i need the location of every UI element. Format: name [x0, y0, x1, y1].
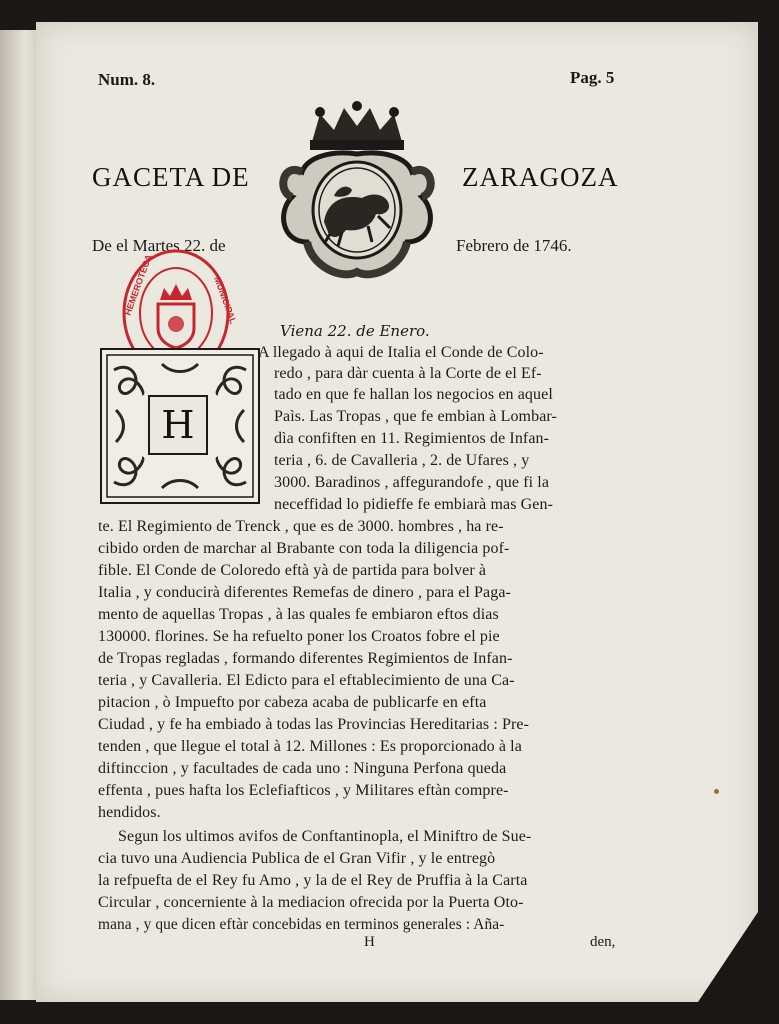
torn-corner	[698, 912, 758, 1002]
drop-cap-letter: H	[148, 395, 208, 455]
article-line: teria , y Cavalleria. El Edicto para el eftablecimiento de una Ca-	[98, 672, 515, 689]
article-line: de Tropas regladas , formando diferentes Regimientos de Infan-	[98, 650, 513, 667]
article-line: fible. El Conde de Coloredo eftà yà de partida para bolver à	[98, 562, 487, 579]
article-line: Segun los ultimos avifos de Conftantinopla, el Miniftro de Sue-	[118, 828, 532, 845]
paper-stain	[714, 789, 719, 794]
article-line: la refpuefta de el Rey fu Amo , y la de el Rey de Pruffia à la Carta	[98, 872, 528, 889]
article-line: Italia , y conducirà diferentes Remefas de dinero , para el Paga-	[98, 584, 511, 601]
article-line: tado en que fe hallan los negocios en aquel	[274, 386, 553, 403]
page-number: Pag. 5	[570, 68, 615, 87]
article-line: Paìs. Las Tropas , que fe embian à Lombar-	[274, 408, 557, 425]
article-line: diftinccion , y facultades de cada uno : Ninguna Perfona queda	[98, 760, 507, 777]
article-line: Circular , concerniente à la mediacion ofrecida por la Puerta Oto-	[98, 894, 524, 911]
article-line: mento de aquellas Tropas , à las quales fe embiaron eftos dias	[98, 606, 499, 623]
article-place-date: Viena 22. de Enero.	[280, 322, 430, 340]
article-line: teria , 6. de Cavalleria , 2. de Ufares , y	[274, 452, 530, 469]
article-line: tenden , que llegue el total à 12. Millones : Es proporcionado à la	[98, 738, 522, 755]
issue-number: Num. 8.	[98, 70, 156, 89]
article-line: 3000. Baradinos , affegurandofe , que fi la	[274, 474, 550, 491]
svg-text:HEMEROTECA: HEMEROTECA	[122, 253, 154, 317]
article-line: mana , y que dicen eftàr concebidas en terminos generales : Aña-	[98, 916, 505, 933]
drop-cap-frame	[100, 348, 260, 504]
dateline-left: De el Martes 22. de	[92, 236, 226, 255]
svg-text:MUNICIPAL: MUNICIPAL	[212, 275, 239, 326]
article-line: te. El Regimiento de Trenck , que es de 3000. hombres , ha re-	[98, 518, 504, 535]
article-line: Ciudad , y fe ha embiado à todas las Provincias Hereditarias : Pre-	[98, 716, 530, 733]
catchword: den,	[590, 934, 616, 950]
masthead-left: GACETA DE	[92, 162, 250, 192]
masthead-right: ZARAGOZA	[462, 162, 619, 192]
article-line: effenta , pues hafta los Eclefiafticos , y Militares eftàn compre-	[98, 782, 509, 799]
article-line: cibido orden de marchar al Brabante con toda la diligencia pof-	[98, 540, 510, 557]
article-line: redo , para dàr cuenta à la Corte de el Ef-	[274, 365, 542, 382]
article-line: A llegado à aqui de Italia el Conde de Colo-	[258, 344, 544, 361]
article-line: pitacion , ò Impuefto por cabeza acaba de publicarfe en efta	[98, 694, 487, 711]
article-line: 130000. florines. Se ha refuelto poner los Croatos fobre el pie	[98, 628, 500, 645]
article-line: neceffidad lo pidieffe fe embiarà mas Gen-	[274, 496, 554, 513]
article-line: hendidos.	[98, 804, 161, 821]
article-line: cia tuvo una Audiencia Publica de el Gran Vifir , y le entregò	[98, 850, 496, 867]
gazette-page	[36, 22, 758, 1002]
article-line: dìa confiften en 11. Regimientos de Infan-	[274, 430, 550, 447]
zaragoza-crest-icon	[272, 102, 442, 282]
dateline-right: Febrero de 1746.	[456, 236, 572, 255]
signature-mark: H	[364, 934, 375, 950]
